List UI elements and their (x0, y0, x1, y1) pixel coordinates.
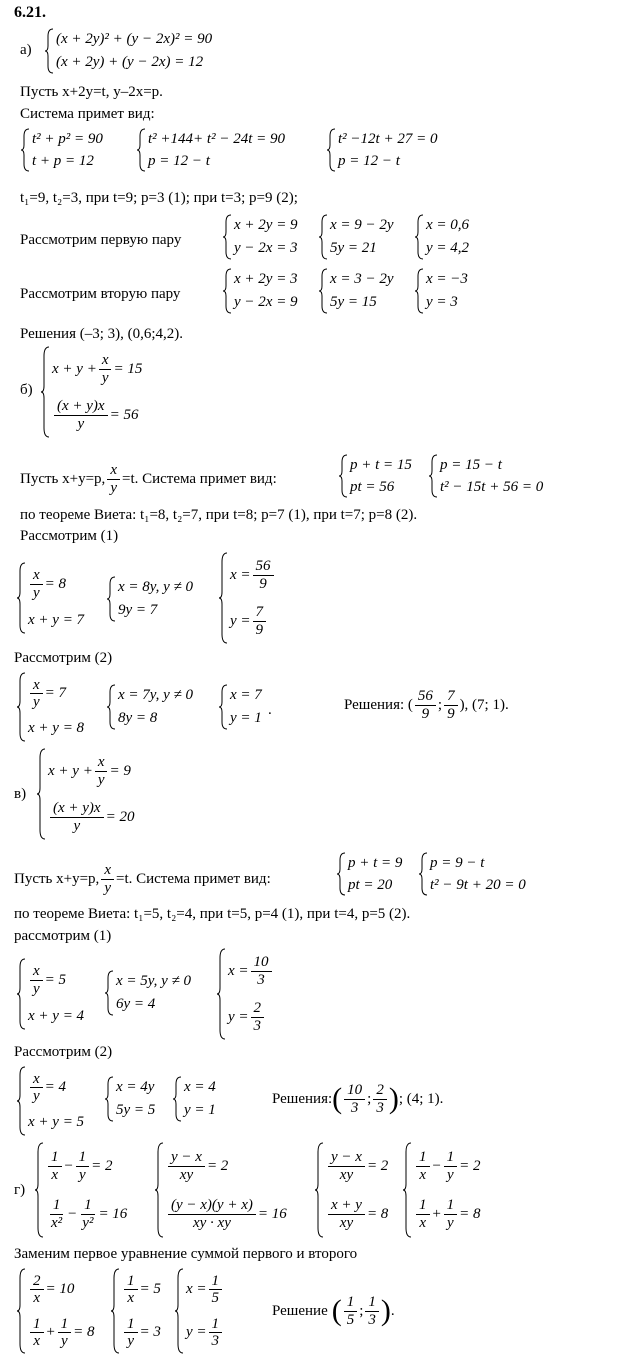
vieta-text: по теореме Виета: t₁=5, t₂=4, при t=5, p=4 (1), при t=4, p=5 (2). (14, 906, 411, 922)
system: p + t = 9 pt = 20 (336, 852, 402, 896)
part-a-given-system (44, 28, 212, 74)
part-v-answer: Решения: ( $\frac{10}{3}$ ; $\frac{2}{3}$ ) ; (4; 1). (272, 1082, 444, 1116)
system: x = 7 y = 1 (218, 684, 262, 730)
system: x = 4y 5y = 5 (104, 1076, 155, 1122)
part-a-answer: Решения (–3; 3), (0,6;4,2). (20, 326, 184, 342)
system: $\frac{1}{x}$ = 5 $\frac{1}{y}$ = 3 (110, 1268, 161, 1354)
problem-number: 6.21. (14, 4, 46, 21)
system: x = 5y, y ≠ 0 6y = 4 (104, 970, 191, 1016)
system: x = 0,6 y = 4,2 (414, 214, 469, 260)
system: t² + p² = 90 t + p = 12 (20, 128, 103, 172)
system: x = 8y, y ≠ 0 9y = 7 (106, 576, 193, 622)
system: p = 15 − t t² − 15t + 56 = 0 (428, 454, 543, 498)
part-b-given-system: x + y + $\frac{x}{y}$ = 15 $\frac{(x + y)x}{y}$ = 56 (40, 346, 142, 438)
system: $\frac{x}{y}$ = 7 x + y = 8 (16, 672, 84, 742)
consider-1: рассмотрим (1) (14, 928, 112, 944)
system: $\frac{1}{x}$ − $\frac{1}{y}$ = 2 $\frac{1}{x}$ + $\frac{1}{y}$ = 8 (402, 1142, 481, 1238)
system: p = 9 − t t² − 9t + 20 = 0 (418, 852, 526, 896)
substitution-text: Пусть x+y=p, $\frac{x}{y}$ =t. Система примет вид: (20, 462, 277, 496)
consider-1: Рассмотрим (1) (20, 528, 119, 544)
system: x + 2y = 9 y − 2x = 3 (222, 214, 298, 260)
system: x = $\frac{10}{3}$ y = $\frac{2}{3}$ (216, 948, 274, 1040)
system: x = $\frac{1}{5}$ y = $\frac{1}{3}$ (174, 1268, 224, 1354)
part-a-label: а) (20, 42, 32, 58)
system-view-text: Система примет вид: (20, 106, 155, 122)
part-b-answer: Решения: ( $\frac{56}{9}$ ; $\frac{7}{9}$ ), (7; 1). (344, 688, 509, 722)
system: x = −3 y = 3 (414, 268, 468, 314)
brace-icon (44, 28, 54, 74)
replace-text: Заменим первое уравнение суммой первого и второго (14, 1246, 358, 1262)
equation: (x + 2y) + (y − 2x) = 12 (56, 54, 204, 70)
substitution-text: Пусть x+2y=t, y–2x=p. (20, 84, 163, 100)
vieta-text: по теореме Виета: t₁=8, t₂=7, при t=8; p=7 (1), при t=7; p=8 (2). (20, 507, 418, 523)
roots-text: t₁=9, t₂=3, при t=9; p=3 (1); при t=3; p=9 (2); (20, 190, 298, 206)
pair2-label: Рассмотрим вторую пару (20, 286, 181, 302)
system: $\frac{1}{x}$ − $\frac{1}{y}$ = 2 $\frac{1}{\text{x²}}$ − $\frac{1}{\text{y²}}$ = 16 (34, 1142, 127, 1238)
system: $\frac{y - x}{xy}$ = 2 $\frac{(y - x)(y + x)}{xy \cdot xy}$ = 16 (154, 1142, 287, 1238)
part-v-given-system: x + y + $\frac{x}{y}$ = 9 $\frac{(x + y)x}{y}$ = 20 (36, 748, 134, 840)
part-v-label: в) (14, 786, 27, 802)
system: x = 3 − 2y 5y = 15 (318, 268, 394, 314)
consider-2: Рассмотрим (2) (14, 650, 113, 666)
system: x = 9 − 2y 5y = 21 (318, 214, 394, 260)
system: $\frac{y - x}{xy}$ = 2 $\frac{x + y}{xy}$ = 8 (314, 1142, 388, 1238)
system: x = 4 y = 1 (172, 1076, 216, 1122)
system: p + t = 15 pt = 56 (338, 454, 412, 498)
system: $\frac{x}{y}$ = 5 x + y = 4 (16, 958, 84, 1030)
substitution-text: Пусть x+y=p, $\frac{x}{y}$ =t. Система примет вид: (14, 862, 271, 896)
consider-2: Рассмотрим (2) (14, 1044, 113, 1060)
system: x = $\frac{56}{9}$ y = $\frac{7}{9}$ (218, 552, 276, 644)
pair1-label: Рассмотрим первую пару (20, 232, 182, 248)
system: $\frac{x}{y}$ = 4 x + y = 5 (16, 1066, 84, 1136)
system: $\frac{2}{x}$ = 10 $\frac{1}{x}$ + $\frac{1}{y}$ = 8 (16, 1268, 95, 1354)
system: t² +144+ t² − 24t = 90 p = 12 − t (136, 128, 285, 172)
system: t² −12t + 27 = 0 p = 12 − t (326, 128, 437, 172)
system: x + 2y = 3 y − 2x = 9 (222, 268, 298, 314)
part-g-answer: Решение ( $\frac{1}{5}$ ; $\frac{1}{3}$ ) . (272, 1294, 395, 1328)
system: x = 7y, y ≠ 0 8y = 8 (106, 684, 193, 730)
equation: (x + 2y)² + (y − 2x)² = 90 (56, 31, 213, 47)
part-b-label: б) (20, 382, 33, 398)
part-g-label: г) (14, 1182, 26, 1198)
system: $\frac{x}{y}$ = 8 x + y = 7 (16, 562, 84, 634)
